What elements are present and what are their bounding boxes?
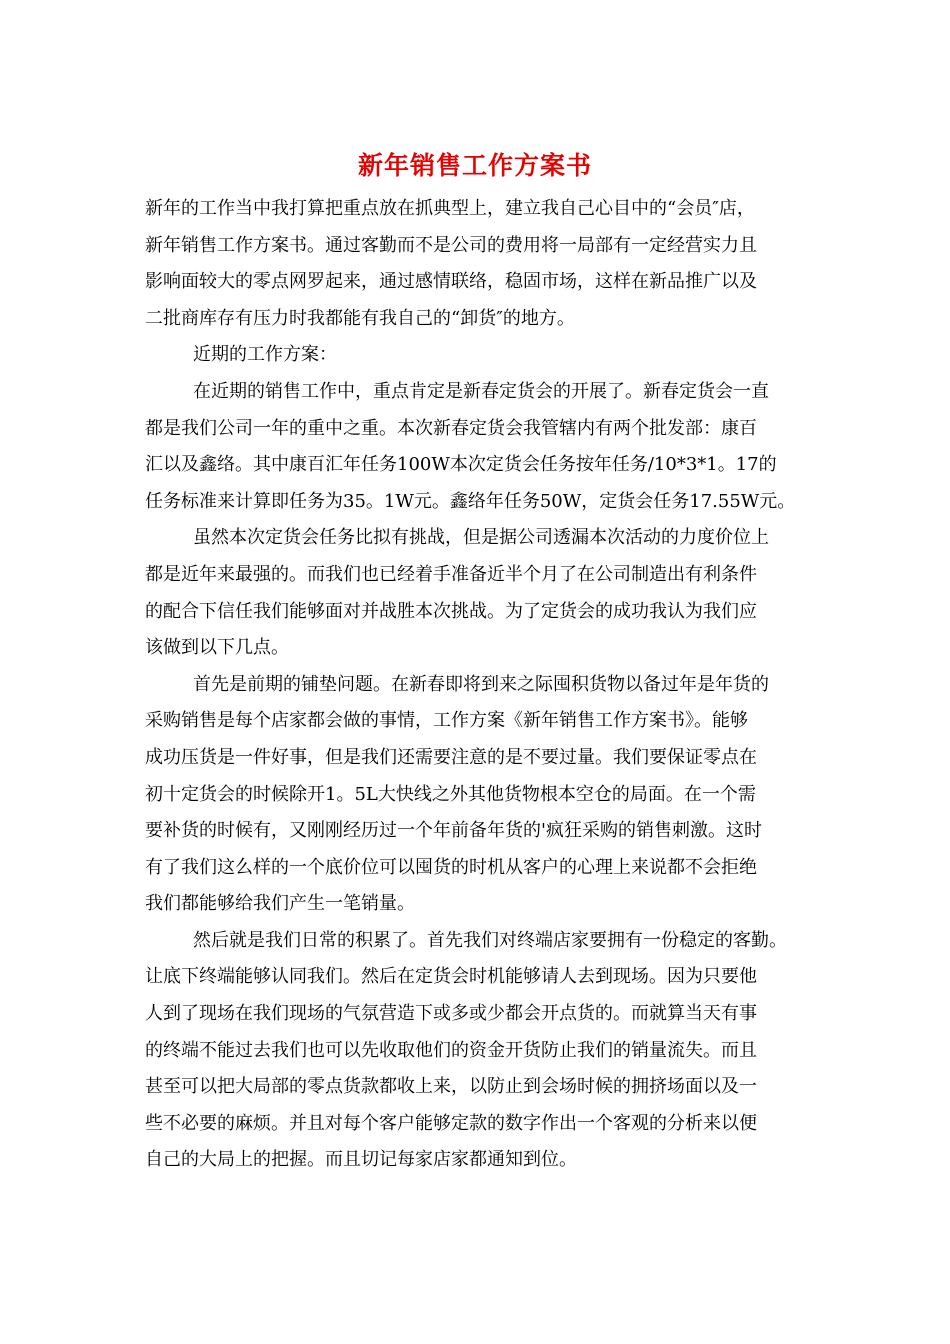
- text-line: 人到了现场在我们现场的气氛营造下或多或少都会开点货的。而就算当天有事: [145, 1003, 757, 1025]
- text-line: 自己的大局上的把握。而且切记每家店家都通知到位。: [145, 1149, 577, 1171]
- text-line: 甚至可以把大局部的零点货款都收上来，以防止到会场时候的拥挤场面以及一: [145, 1076, 757, 1098]
- document-title: 新年销售工作方案书: [357, 151, 592, 180]
- text-line: 采购销售是每个店家都会做的事情，工作方案《新年销售工作方案书》。能够: [145, 710, 748, 732]
- text-line: 有了我们这么样的一个底价位可以囤货的时机从客户的心理上来说都不会拒绝: [145, 856, 757, 878]
- text-line: 首先是前期的铺垫问题。在新春即将到来之际囤积货物以备过年是年货的: [193, 673, 769, 695]
- text-line: 些不必要的麻烦。并且对每个客户能够定款的数字作出一个客观的分析来以便: [145, 1112, 757, 1134]
- text-line: 任务标准来计算即任务为35。1W元。鑫络年任务50W，定货会任务17.55W元。: [145, 490, 796, 512]
- text-line: 在近期的销售工作中，重点肯定是新春定货会的开展了。新春定货会一直: [193, 380, 769, 402]
- text-line: 新年的工作当中我打算把重点放在抓典型上，建立我自己心目中的“会员″店，: [145, 198, 755, 219]
- text-line: 新年销售工作方案书。通过客勤而不是公司的费用将一局部有一定经营实力且: [145, 234, 757, 256]
- text-line: 要补货的时候有，又刚刚经历过一个年前备年货的'疯狂采购的销售刺激。这时: [145, 820, 762, 842]
- document-body: [145, 191, 825, 1179]
- text-line: 都是近年来最强的。而我们也已经着手准备近半个月了在公司制造出有利条件: [145, 563, 757, 585]
- text-line: 然后就是我们日常的积累了。首先我们对终端店家要拥有一份稳定的客勤。: [193, 929, 787, 951]
- text-line: 影响面较大的零点网罗起来，通过感情联络，稳固市场，这样在新品推广以及: [145, 271, 757, 293]
- text-line: 的配合下信任我们能够面对并战胜本次挑战。为了定货会的成功我认为我们应: [145, 600, 757, 622]
- text-line: 汇以及鑫络。其中康百汇年任务100W本次定货会任务按年任务/10*3*1。17的: [145, 454, 777, 476]
- text-line: 让底下终端能够认同我们。然后在定货会时机能够请人去到现场。因为只要他: [145, 966, 757, 988]
- text-line: 二批商库存有压力时我都能有我自己的“卸货″的地方。: [145, 307, 575, 329]
- text-line: 近期的工作方案：: [193, 344, 337, 366]
- text-line: 初十定货会的时候除开1。5L大快线之外其他货物根本空仓的局面。在一个需: [145, 783, 756, 805]
- text-line: 该做到以下几点。: [145, 637, 289, 659]
- text-line: 虽然本次定货会任务比拟有挑战，但是据公司透漏本次活动的力度价位上: [193, 527, 769, 549]
- text-line: 都是我们公司一年的重中之重。本次新春定货会我管辖内有两个批发部：康百: [145, 417, 757, 439]
- text-line: 的终端不能过去我们也可以先收取他们的资金开货防止我们的销量流失。而且: [145, 1039, 757, 1061]
- text-line: 我们都能够给我们产生一笔销量。: [145, 893, 415, 915]
- text-line: 成功压货是一件好事，但是我们还需要注意的是不要过量。我们要保证零点在: [145, 746, 757, 768]
